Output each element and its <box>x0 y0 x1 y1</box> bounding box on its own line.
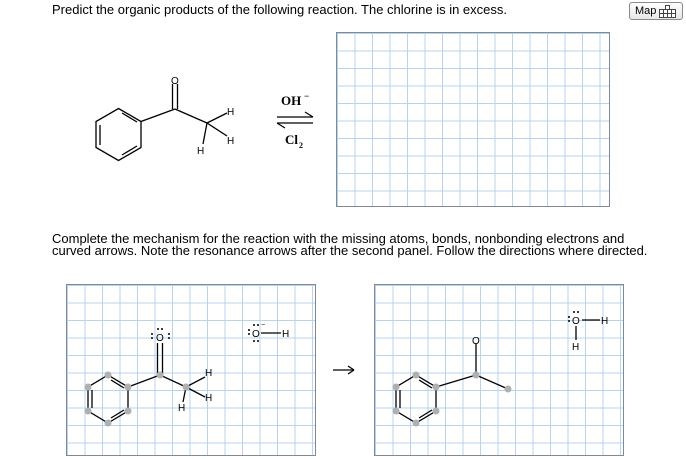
panel1-methyl-h-1: H <box>205 368 213 379</box>
equilibrium-arrow-icon <box>277 112 313 128</box>
panel1-hydroxide-charge: − <box>261 322 266 329</box>
reagent-chlorine: Cl <box>285 132 298 147</box>
methyl-h-label-2: H <box>227 136 235 147</box>
question-text: Predict the organic products of the following reaction. The chlorine is in excess. <box>52 2 507 17</box>
methyl-h-label-3: H <box>197 146 205 157</box>
reagent-hydroxide-charge: − <box>304 91 310 101</box>
reagent-chlorine-subscript: 2 <box>299 141 303 150</box>
mechanism-instructions: Complete the mechanism for the reaction with the missing atoms, bonds, nonbonding electrons and curved arrows. Note the resonance arrows after the second panel. Follow the directions where directed. <box>52 231 648 258</box>
product-drawing-grid[interactable] <box>336 32 610 207</box>
methyl-h-label-1: H <box>227 107 235 118</box>
panel1-methyl-h-3: H <box>178 403 186 414</box>
panel1-methyl-h-2: H <box>205 393 213 404</box>
mechanism-panel-1[interactable] <box>66 284 316 456</box>
map-button-label: Map <box>635 5 657 17</box>
periodic-table-icon <box>659 5 677 18</box>
panel2-water-hydrogen-right: H <box>601 316 609 327</box>
panel2-water-oxygen: O <box>572 316 580 327</box>
mechanism-panel-2[interactable] <box>374 284 624 456</box>
panel1-hydroxide-oxygen: O <box>252 329 260 340</box>
reagent-hydroxide: OH <box>281 93 302 108</box>
panel2-oxygen-label: O <box>472 336 480 347</box>
reaction-arrow-icon <box>333 366 354 374</box>
panel2-water-hydrogen-down: H <box>572 342 580 353</box>
acetophenone-structure <box>96 84 227 161</box>
carbonyl-oxygen-label: O <box>171 76 179 87</box>
map-button[interactable] <box>629 2 683 20</box>
panel1-oxygen-label: O <box>156 333 164 344</box>
panel1-hydroxide-hydrogen: H <box>282 329 290 340</box>
